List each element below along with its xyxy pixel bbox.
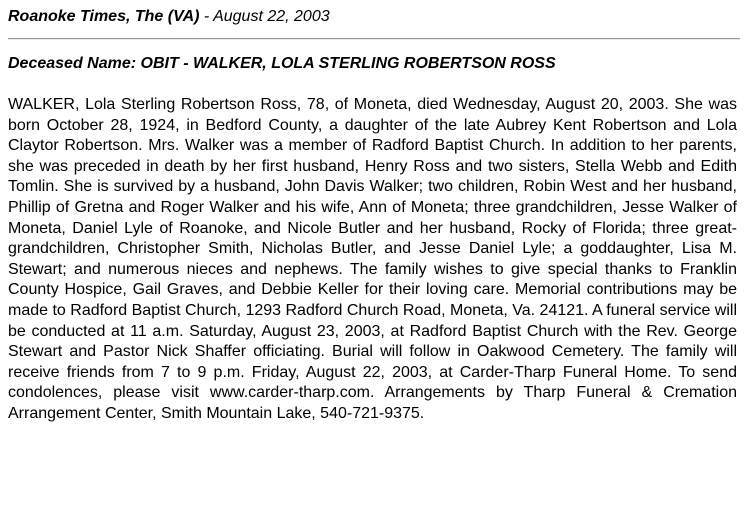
obituary-body: WALKER, Lola Sterling Robertson Ross, 78, of Moneta, died Wednesday, August 20, 2003. She was born October 28, 1924, in Bedford County, a daughter of the late Aubrey Kent Robertson and Lola Claytor Robertson. Mrs. Walker was a member of Radford Baptist Church. In addition to her parents, she was preceded in death by her first husband, Henry Ross and two sisters, Stella Webb and Edith Tomlin. She is survived by a husband, John Davis Walker; two children, Robin West and her husband, Phillip of Gretna and Roger Walker and his wife, Ann of Moneta; three grandchildren, Jesse Walker of Moneta, Daniel Lyle of Roanoke, and Nicole Butler and her husband, Rocky of Florida; three great-grandchildren, Christopher Smith, Nicholas Butler, and Jesse Daniel Lyle; a goddaughter, Lisa M. Stewart; and numerous nieces and nephews. The family wishes to give special thanks to Franklin County Hospice, Gail Graves, and Debbie Keller for their loving care. Memorial contributions may be made to Radford Baptist Church, 1293 Radford Church Road, Moneta, Va. 24121. A funeral service will be conducted at 11 a.m. Saturday, August 23, 2003, at Radford Baptist Church with the Rev. George Stewart and Pastor Nick Shaffer officiating. Burial will follow in Oakwood Cemetery. The family will receive friends from 7 to 9 p.m. Friday, August 22, 2003, at Carder-Tharp Funeral Home. To send condolences, please visit www.carder-tharp.com. Arrangements by Tharp Funeral & Cremation Arrangement Center, Smith Mountain Lake, 540-721-9375. [8, 96, 737, 422]
newspaper-name: Roanoke Times, The (VA) [8, 8, 200, 25]
header-separator: - [199, 8, 214, 25]
horizontal-divider [8, 38, 740, 40]
source-header [8, 7, 330, 27]
deceased-name-value: OBIT - WALKER, LOLA STERLING ROBERTSON ROSS [140, 55, 556, 72]
deceased-name-heading [8, 54, 556, 74]
publication-date: August 22, 2003 [213, 8, 330, 25]
deceased-name-label: Deceased Name: [8, 55, 137, 72]
